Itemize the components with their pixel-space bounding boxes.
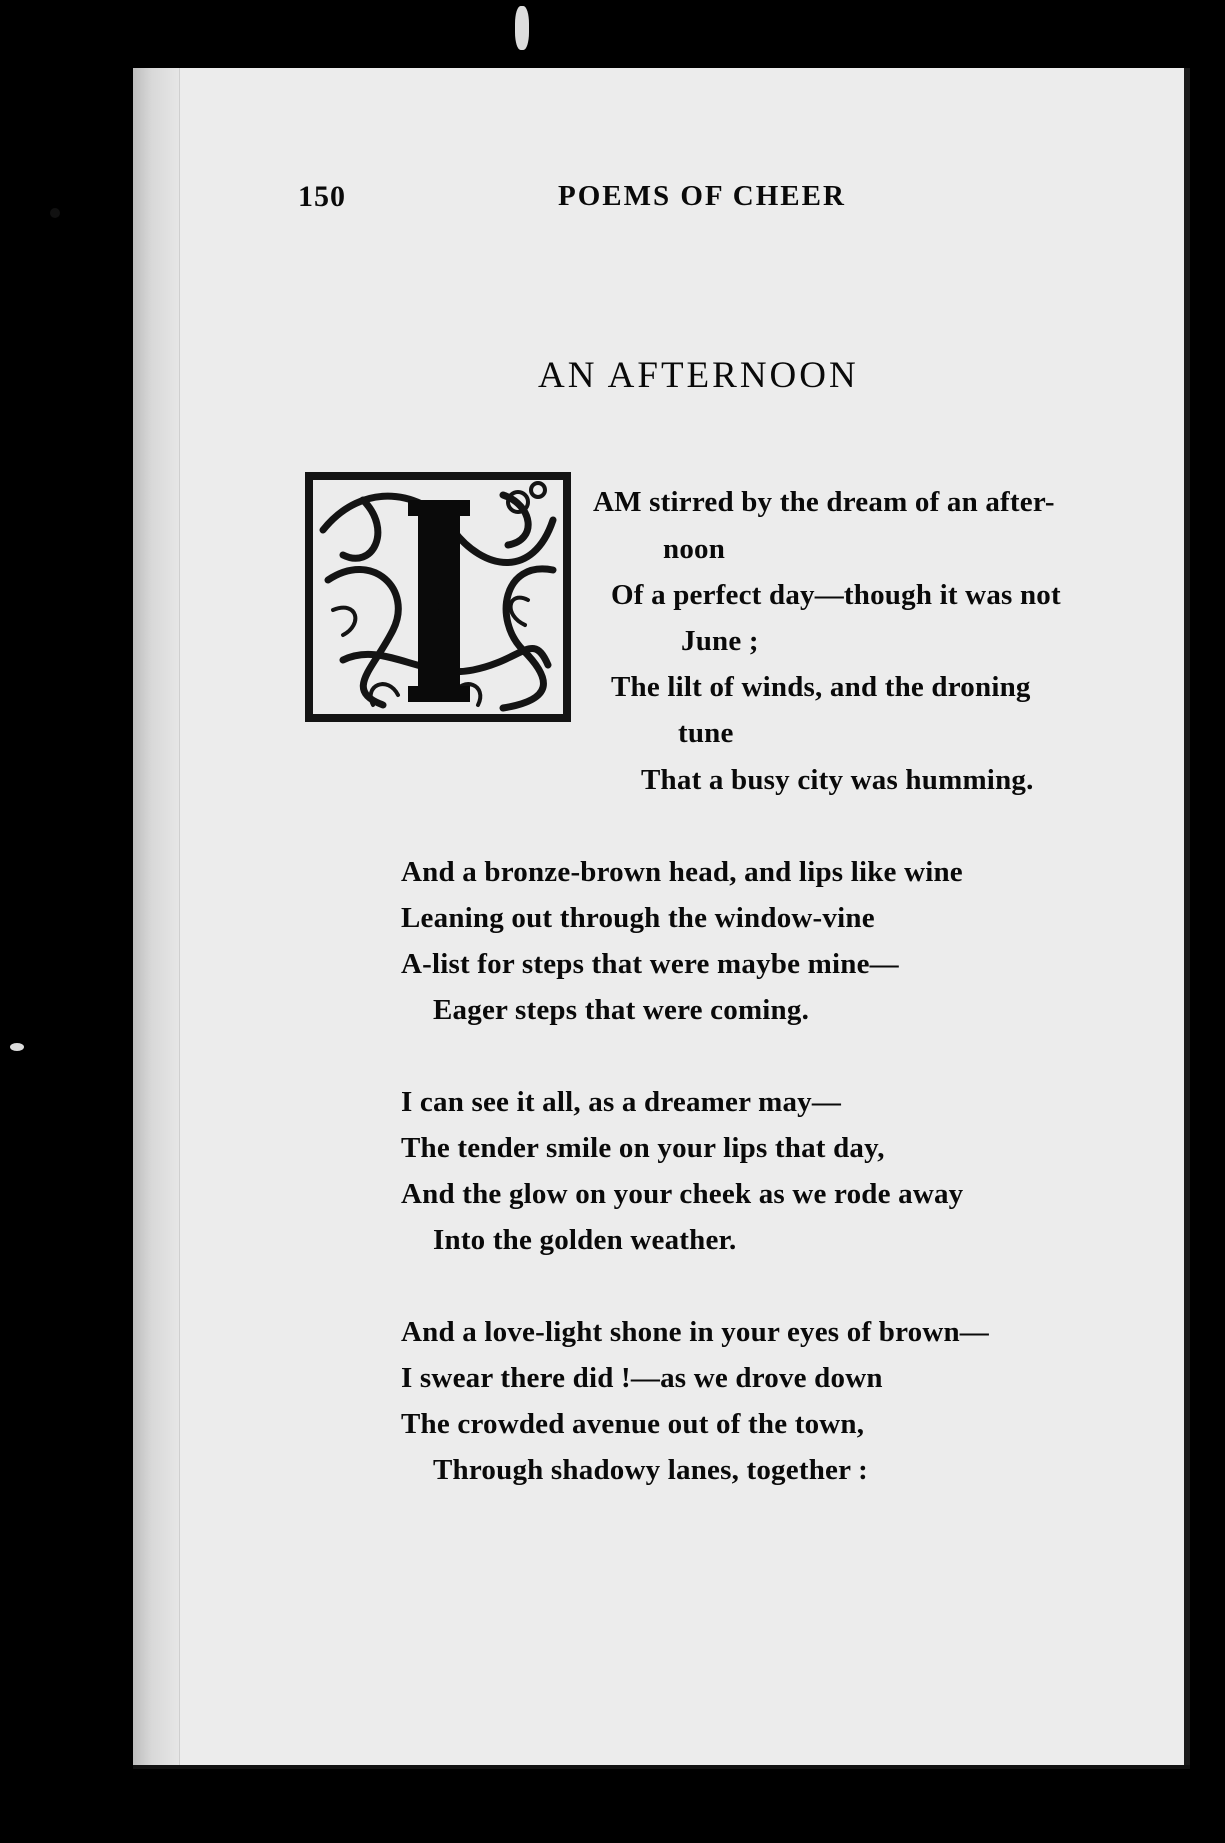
poem-line: I swear there did !—as we drove down	[401, 1362, 883, 1394]
poem-line: That a busy city was humming.	[641, 764, 1034, 796]
poem-line: The crowded avenue out of the town,	[401, 1408, 865, 1440]
scan-speck	[10, 1043, 24, 1051]
poem-line: Leaning out through the window-vine	[401, 902, 875, 934]
ornamental-initial-icon	[303, 460, 573, 730]
page-gutter	[133, 68, 180, 1765]
running-title: POEMS OF CHEER	[558, 180, 846, 212]
poem-line: The tender smile on your lips that day,	[401, 1132, 885, 1164]
poem-line: AM stirred by the dream of an after-	[593, 486, 1055, 518]
poem-line: June ;	[681, 625, 759, 657]
page-number: 150	[298, 180, 346, 213]
poem-line: Of a perfect day—though it was not	[611, 579, 1061, 611]
poem-line: Through shadowy lanes, together :	[433, 1454, 868, 1486]
poem-title: AN AFTERNOON	[538, 355, 859, 396]
poem-line: Eager steps that were coming.	[433, 994, 810, 1026]
book-page	[133, 68, 1190, 1769]
poem-line: And a bronze-brown head, and lips like wine	[401, 856, 963, 888]
poem-line: A-list for steps that were maybe mine—	[401, 948, 899, 980]
poem-line: And the glow on your cheek as we rode away	[401, 1178, 964, 1210]
scan-speck	[50, 208, 60, 218]
scan-speck	[515, 6, 529, 50]
drop-cap-letter: I	[437, 602, 441, 613]
poem-line: The lilt of winds, and the droning	[611, 671, 1031, 703]
poem-line: noon	[663, 533, 726, 565]
poem-line: Into the golden weather.	[433, 1224, 737, 1256]
poem-line: tune	[678, 717, 734, 749]
page-edge	[1184, 68, 1190, 1765]
running-head	[133, 180, 1190, 220]
poem-line: And a love-light shone in your eyes of brown—	[401, 1316, 989, 1348]
poem-line: I can see it all, as a dreamer may—	[401, 1086, 842, 1118]
